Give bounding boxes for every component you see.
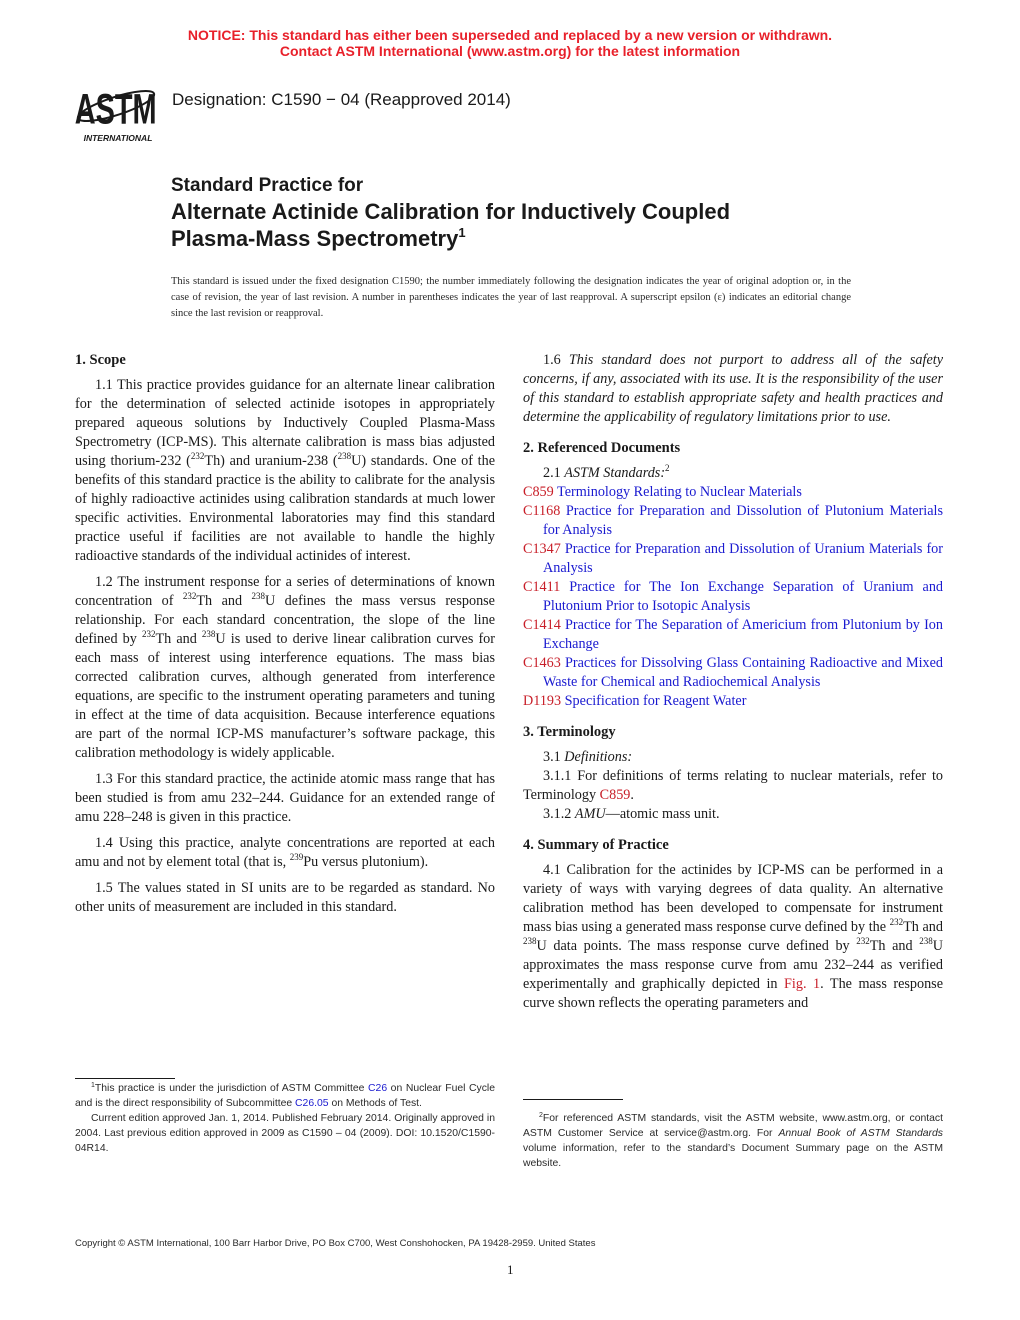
paragraph-number: 1.2: [95, 574, 113, 590]
footnote-1-text: [75, 1081, 495, 1111]
footnote-mark[interactable]: 2: [665, 463, 670, 473]
paragraph-number: 1.1: [95, 377, 113, 393]
section-heading-terminology: 3. Terminology: [523, 724, 616, 740]
isotope-superscript: 232: [182, 591, 197, 601]
isotope-superscript: 238: [919, 936, 933, 946]
reference-title-link[interactable]: Practices for Dissolving Glass Containing Radioactive and Mixed Waste for Chemical and Radiochemical Analysis: [543, 655, 944, 690]
footnote-text: volume information, refer to the standard’s Document Summary page on the ASTM website.: [523, 1143, 943, 1169]
reference-title-link[interactable]: Practice for Preparation and Dissolution of Uranium Materials for Analysis: [543, 541, 943, 576]
isotope-superscript: 232: [856, 936, 870, 946]
footnote-text: on Nuclear Fuel Cycle and is the direct responsibility of Subcommittee: [75, 1083, 496, 1109]
title-line-3-text: Plasma-Mass Spectrometry: [171, 226, 459, 251]
isotope-superscript: 239: [289, 852, 304, 862]
reference-item[interactable]: [523, 578, 943, 616]
paragraph-number: 3.1: [543, 749, 561, 765]
reference-code-link[interactable]: C1463: [523, 655, 561, 671]
paragraph-text: Using this practice, analyte concentrations are reported at each amu and not by element total (that is,: [75, 835, 495, 870]
isotope-superscript: 238: [523, 936, 537, 946]
designation: Designation: C1590 − 04 (Reapproved 2014): [172, 90, 511, 109]
paragraph-1-4: [75, 834, 495, 872]
paragraph-number: 1.3: [95, 771, 113, 787]
astm-logo-icon: [74, 76, 164, 144]
reference-item[interactable]: [523, 540, 943, 578]
footnote-mark: 2: [539, 1112, 543, 1119]
section-heading-summary: 4. Summary of Practice: [523, 837, 669, 853]
reference-code-link[interactable]: C1347: [523, 541, 561, 557]
title-line-2: Alternate Actinide Calibration for Inductively Coupled: [171, 199, 731, 224]
footnote-2-text: [523, 1111, 943, 1171]
astm-international-logo: [74, 76, 164, 144]
paragraph-text: Th) and uranium-238 (: [204, 453, 338, 469]
paragraph-1-1: [75, 376, 495, 566]
copyright-line: Copyright © ASTM International, 100 Barr Harbor Drive, PO Box C700, West Conshohocken, PA 19428-2959. United States: [75, 1238, 596, 1249]
footnote-rule: [523, 1099, 623, 1100]
paragraph-number: 3.1.1: [543, 768, 572, 784]
reference-title-link[interactable]: Specification for Reagent Water: [564, 693, 747, 709]
paragraph-1-2: [75, 573, 495, 763]
paragraph-text: U data points. The mass response curve defined by: [536, 938, 857, 954]
notice-line-2: Contact ASTM International (www.astm.org) for the latest information: [279, 43, 741, 59]
paragraph-1-5: [75, 879, 495, 917]
footnote-mark: 1: [91, 1082, 95, 1089]
title-line-1: Standard Practice for: [171, 175, 364, 196]
paragraph-text: Th and: [155, 631, 202, 647]
subcommittee-c26-05-link[interactable]: C26.05: [295, 1098, 329, 1109]
paragraph-text: Calibration for the actinides by ICP-MS can be performed in a variety of ways with varying degrees of data quality. An alternative calibration method has been developed to compensate for instrument mass bias using a generated mass response curve defined by the: [523, 862, 944, 935]
title-footnote-mark[interactable]: 1: [458, 225, 466, 240]
isotope-superscript: 232: [889, 917, 904, 927]
issued-note: This standard is issued under the fixed designation C1590; the number immediately following the designation indicates the year of original adoption or, in the case of revision, the year of last revision. A number in parentheses indicates the year of last reapproval. A superscript epsilon (ε) indicates an editorial change since the last revision or reapproval.: [171, 276, 851, 319]
svg-text:INTERNATIONAL: INTERNATIONAL: [83, 133, 153, 143]
withdrawn-notice: [0, 27, 1020, 59]
isotope-superscript: 238: [337, 451, 352, 461]
paragraph-number: 1.4: [95, 835, 113, 851]
committee-c26-link[interactable]: C26: [368, 1083, 388, 1094]
reference-code-link[interactable]: D1193: [523, 693, 562, 709]
paragraph-text: U) standards. One of the benefits of this standard practice is the ability to calibrate for the analysis of highly radioactive actinides using calibration standards at much lower specific activities. Environmental laboratories may find this standard practice useful if facilities are not available to handle the highly radioactive standards of the individual actinides of interest.: [75, 453, 496, 564]
paragraph-text: U defines the mass versus response relationship. For each standard concentration, the slope of the line defined by: [75, 593, 495, 647]
c859-link[interactable]: C859: [599, 787, 631, 803]
page-number: 1: [507, 1262, 514, 1277]
paragraph-1-6: [523, 351, 943, 427]
paragraph-1-3: [75, 770, 495, 827]
astm-standards-label: ASTM Standards:: [564, 465, 666, 481]
paragraph-number: 1.6: [543, 352, 561, 368]
reference-title-link[interactable]: Practice for The Separation of Americium from Plutonium by Ion Exchange: [543, 617, 943, 652]
paragraph-text: U is used to derive linear calibration curves for each mass of interest using interference equations. The mass bias corrected calibration curves, although generated from interference equations, are specific to the instrument operating parameters and tuning in effect at the time of data acquisition. Because interference equations are part of the normal ICP-MS manufacturer’s software package, this calibration methodology is widely applicable.: [75, 631, 496, 761]
paragraph-3-1-2: [523, 805, 943, 824]
reference-title-link[interactable]: Terminology Relating to Nuclear Materials: [557, 484, 802, 500]
amu-definition: —atomic mass unit.: [605, 806, 720, 822]
notice-line-1: NOTICE: This standard has either been superseded and replaced by a new version or withdrawn.: [187, 27, 833, 43]
reference-item[interactable]: [523, 502, 943, 540]
isotope-superscript: 238: [251, 591, 265, 601]
reference-item[interactable]: [523, 692, 943, 711]
figure-1-link[interactable]: Fig. 1: [784, 976, 821, 992]
reference-code-link[interactable]: C859: [523, 484, 554, 500]
isotope-superscript: 232: [190, 451, 205, 461]
reference-code-link[interactable]: C1411: [523, 579, 561, 595]
paragraph-text: This practice provides guidance for an alternate linear calibration for the determination of selected actinide isotopes in appropriately prepared aqueous solutions by Inductively Coupled Plasma-Mass Spectrometry (ICP-MS). This alternate calibration is mass bias adjusted using thorium-232 (: [75, 377, 495, 469]
left-column: [75, 351, 495, 924]
annual-book-title: Annual Book of ASTM Standards: [778, 1128, 943, 1139]
section-heading-scope: 1. Scope: [75, 352, 126, 368]
footnote-1: [75, 1081, 495, 1156]
reference-code-link[interactable]: C1414: [523, 617, 561, 633]
isotope-superscript: 238: [201, 629, 216, 639]
paragraph-text: For definitions of terms relating to nuclear materials, refer to Terminology: [523, 768, 943, 803]
definitions-label: Definitions:: [564, 749, 633, 765]
paragraph-text: For this standard practice, the actinide atomic mass range that has been studied is from amu 232–244. Guidance for an extended range of amu 228–248 is given in this practice.: [75, 771, 495, 825]
right-column: [523, 351, 943, 1020]
footnote-text: This practice is under the jurisdiction of ASTM Committee: [94, 1083, 369, 1094]
reference-title-link[interactable]: Practice for Preparation and Dissolution of Plutonium Materials for Analysis: [543, 503, 943, 538]
paragraph-number: 1.5: [95, 880, 113, 896]
paragraph-number: 3.1.2: [543, 806, 572, 822]
reference-title-link[interactable]: Practice for The Ion Exchange Separation of Uranium and Plutonium Prior to Isotopic Analysis: [543, 579, 944, 614]
paragraph-text: Th and: [869, 938, 920, 954]
paragraph-text: U approximates the mass response curve from amu 232–244 as verified experimentally and graphically depicted in: [523, 938, 943, 992]
paragraph-4-1: [523, 861, 943, 1013]
paragraph-text: The values stated in SI units are to be regarded as standard. No other units of measurement are included in this standard.: [75, 880, 495, 915]
footnote-rule: [75, 1078, 175, 1079]
paragraph-text: The instrument response for a series of determinations of known concentration of: [75, 574, 495, 609]
svg-text:ASTM: ASTM: [74, 84, 157, 133]
reference-item[interactable]: [523, 654, 943, 692]
footnote-1-edition: Current edition approved Jan. 1, 2014. Published February 2014. Originally approved in 2004. Last previous edition approved in 2009 as C1590 – 04 (2009). DOI: 10.1520/C1590-04R14.: [75, 1113, 495, 1154]
paragraph-3-1-1: [523, 767, 943, 805]
footnote-text: For referenced ASTM standards, visit the ASTM website, www.astm.org, or contact ASTM Customer Service at service@astm.org. For: [523, 1113, 943, 1139]
paragraph-text: Pu versus plutonium).: [303, 854, 429, 870]
paragraph-text: Th and: [196, 593, 252, 609]
title-line-3: [171, 225, 871, 252]
reference-item[interactable]: [523, 616, 943, 654]
paragraph-number: 4.1: [543, 862, 561, 878]
paragraph-number: 2.1: [543, 465, 561, 481]
isotope-superscript: 232: [141, 629, 156, 639]
amu-term: AMU: [574, 806, 606, 822]
document-title: [171, 174, 871, 252]
paragraph-text: . The mass response curve shown reflects the operating parameters and: [523, 976, 943, 1011]
section-heading-referenced-documents: 2. Referenced Documents: [523, 440, 681, 456]
paragraph-2-1: [523, 464, 943, 483]
footnote-2: [523, 1111, 943, 1171]
safety-statement: This standard does not purport to address all of the safety concerns, if any, associated with its use. It is the responsibility of the user of this standard to establish appropriate safety and health practices and determine the applicability of regulatory limitations prior to use.: [523, 352, 943, 425]
paragraph-text: .: [630, 787, 634, 803]
referenced-documents-list: [523, 483, 943, 711]
reference-item[interactable]: [523, 483, 943, 502]
paragraph-3-1: [523, 748, 943, 767]
reference-code-link[interactable]: C1168: [523, 503, 561, 519]
paragraph-text: Th and: [903, 919, 943, 935]
footnote-text: on Methods of Test.: [328, 1098, 422, 1109]
